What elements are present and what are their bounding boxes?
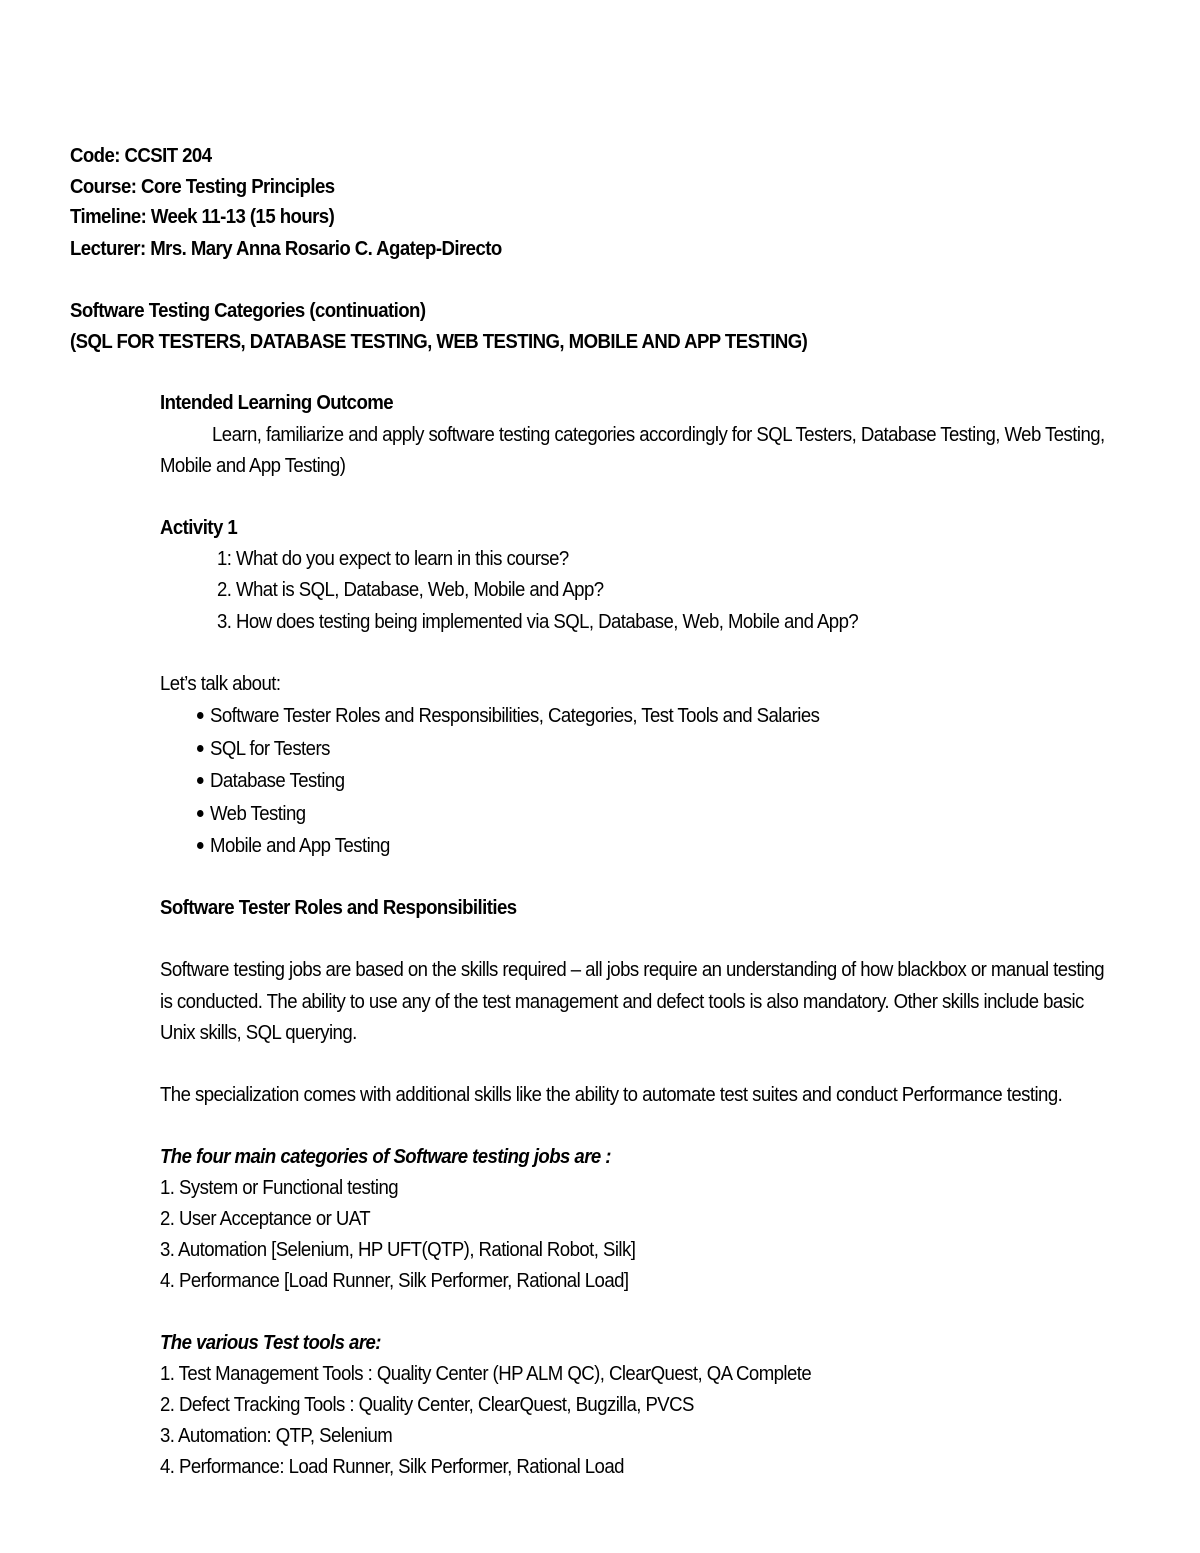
topic-title: Software Testing Categories (continuation) (70, 300, 426, 322)
specialization-paragraph: The specialization comes with additional skills like the ability to automate test suites and conduct Performance testing. (160, 1084, 1063, 1106)
ilo-heading: Intended Learning Outcome (160, 392, 394, 414)
tool-item: 2. Defect Tracking Tools : Quality Center, ClearQuest, Bugzilla, PVCS (160, 1394, 694, 1416)
talk-intro: Let’s talk about: (160, 673, 281, 695)
roles-paragraph-line: Software testing jobs are based on the skills required – all jobs require an understanding of how blackbox or manual testing (160, 959, 1105, 981)
roles-heading: Software Tester Roles and Responsibilities (160, 897, 517, 919)
course-timeline: Timeline: Week 11-13 (15 hours) (70, 206, 335, 228)
tool-item: 4. Performance: Load Runner, Silk Performer, Rational Load (160, 1456, 624, 1478)
roles-paragraph-line: is conducted. The ability to use any of the test management and defect tools is also mandatory. Other skills include basic (160, 991, 1084, 1013)
activity-item: 2. What is SQL, Database, Web, Mobile and App? (217, 579, 604, 601)
category-item: 1. System or Functional testing (160, 1177, 399, 1199)
tools-heading: The various Test tools are: (160, 1332, 381, 1354)
categories-heading: The four main categories of Software testing jobs are : (160, 1146, 611, 1168)
category-item: 2. User Acceptance or UAT (160, 1208, 371, 1230)
talk-bullet-item: Web Testing (197, 802, 306, 826)
activity-heading: Activity 1 (160, 517, 238, 539)
ilo-text-line-2: Mobile and App Testing) (160, 455, 346, 477)
topic-subtitle: (SQL FOR TESTERS, DATABASE TESTING, WEB TESTING, MOBILE AND APP TESTING) (70, 331, 808, 353)
category-item: 3. Automation [Selenium, HP UFT(QTP), Rational Robot, Silk] (160, 1239, 636, 1261)
talk-bullet-item: Mobile and App Testing (197, 834, 390, 858)
course-code: Code: CCSIT 204 (70, 145, 212, 167)
tool-item: 1. Test Management Tools : Quality Center (HP ALM QC), ClearQuest, QA Complete (160, 1363, 812, 1385)
activity-item: 1: What do you expect to learn in this course? (217, 548, 569, 570)
course-name: Course: Core Testing Principles (70, 176, 335, 198)
course-lecturer: Lecturer: Mrs. Mary Anna Rosario C. Agatep-Directo (70, 238, 502, 260)
roles-paragraph-line: Unix skills, SQL querying. (160, 1022, 357, 1044)
category-item: 4. Performance [Load Runner, Silk Performer, Rational Load] (160, 1270, 629, 1292)
activity-item: 3. How does testing being implemented via SQL, Database, Web, Mobile and App? (217, 611, 859, 633)
ilo-text-line-1: Learn, familiarize and apply software testing categories accordingly for SQL Testers, Database Testing, Web Testing, (212, 424, 1105, 446)
talk-bullet-item: Software Tester Roles and Responsibilities, Categories, Test Tools and Salaries (197, 704, 819, 728)
talk-bullet-item: SQL for Testers (197, 737, 330, 761)
talk-bullet-item: Database Testing (197, 769, 344, 793)
tool-item: 3. Automation: QTP, Selenium (160, 1425, 393, 1447)
